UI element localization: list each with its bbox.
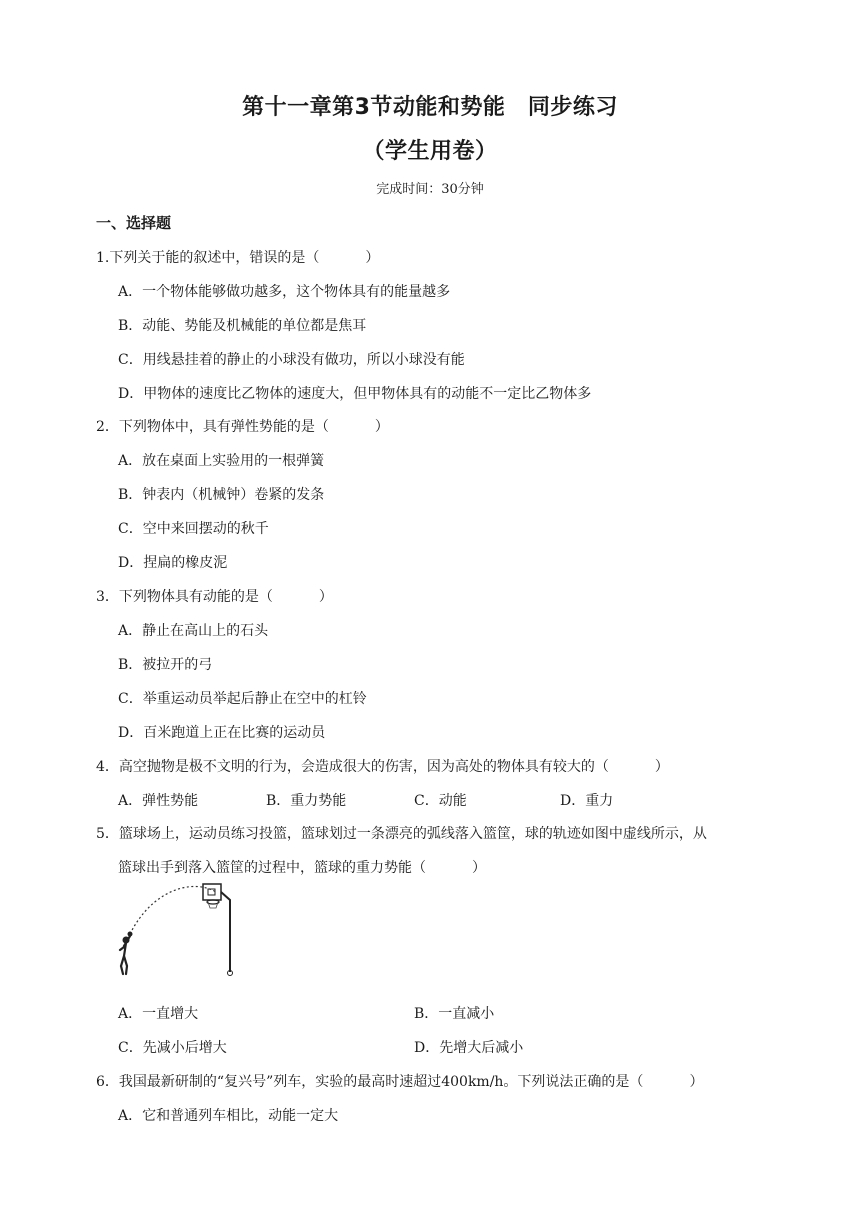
page-title: 第十一章第3节动能和势能 同步练习 — [242, 95, 618, 120]
question-5-option-b: B．一直减小 — [414, 1006, 495, 1022]
basketball-trajectory-figure — [112, 880, 262, 980]
question-1-option-b: B．动能、势能及机械能的单位都是焦耳 — [118, 318, 367, 334]
question-5-option-a: A．一直增大 — [118, 1006, 199, 1022]
question-5-stem-line-2: 篮球出手到落入篮筐的过程中，篮球的重力势能（ ） — [118, 860, 486, 876]
question-3-option-a: A．静止在高山上的石头 — [118, 623, 269, 639]
backboard — [203, 884, 221, 900]
question-2-option-c: C．空中来回摆动的秋千 — [118, 521, 269, 537]
question-1-option-d: D．甲物体的速度比乙物体的速度大，但甲物体具有的动能不一定比乙物体多 — [118, 386, 592, 402]
section-heading: 一、选择题 — [96, 214, 172, 232]
question-5-option-d: D．先增大后减小 — [414, 1040, 524, 1056]
question-1-stem: 1.下列关于能的叙述中，错误的是（ ） — [96, 250, 380, 266]
question-5-stem-line-1: 5．篮球场上，运动员练习投篮，篮球划过一条漂亮的弧线落入篮筐，球的轨迹如图中虚线所示，从 — [96, 826, 707, 842]
question-4-option-d: D．重力 — [560, 793, 614, 809]
question-1-option-c: C．用线悬挂着的静止的小球没有做功，所以小球没有能 — [118, 352, 465, 368]
question-4-option-b: B．重力势能 — [266, 793, 347, 809]
question-6-option-a: A．它和普通列车相比，动能一定大 — [118, 1108, 339, 1124]
time-label: 完成时间：30分钟 — [376, 182, 484, 197]
question-5-option-c: C．先减小后增大 — [118, 1040, 227, 1056]
question-3-stem: 3．下列物体具有动能的是（ ） — [96, 589, 333, 605]
question-4-option-a: A．弹性势能 — [118, 793, 199, 809]
hoop-pole — [221, 892, 230, 972]
player-figure — [120, 932, 133, 975]
page-subtitle: （学生用卷） — [362, 139, 498, 164]
question-4-stem: 4．高空抛物是极不文明的行为，会造成很大的伤害，因为高处的物体具有较大的（ ） — [96, 759, 669, 775]
question-1-option-a: A．一个物体能够做功越多，这个物体具有的能量越多 — [118, 284, 451, 300]
question-3-option-d: D．百米跑道上正在比赛的运动员 — [118, 725, 326, 741]
question-2-stem: 2．下列物体中，具有弹性势能的是（ ） — [96, 419, 389, 435]
question-2-option-a: A．放在桌面上实验用的一根弹簧 — [118, 453, 325, 469]
question-3-option-c: C．举重运动员举起后静止在空中的杠铃 — [118, 691, 367, 707]
question-2-option-d: D．捏扁的橡皮泥 — [118, 555, 228, 571]
question-6-stem: 6．我国最新研制的“复兴号”列车，实验的最高时速超过400km/h。下列说法正确的是（ ） — [96, 1074, 704, 1090]
question-3-option-b: B．被拉开的弓 — [118, 657, 213, 673]
question-2-option-b: B．钟表内（机械钟）卷紧的发条 — [118, 487, 325, 503]
question-4-option-c: C．动能 — [414, 793, 467, 809]
